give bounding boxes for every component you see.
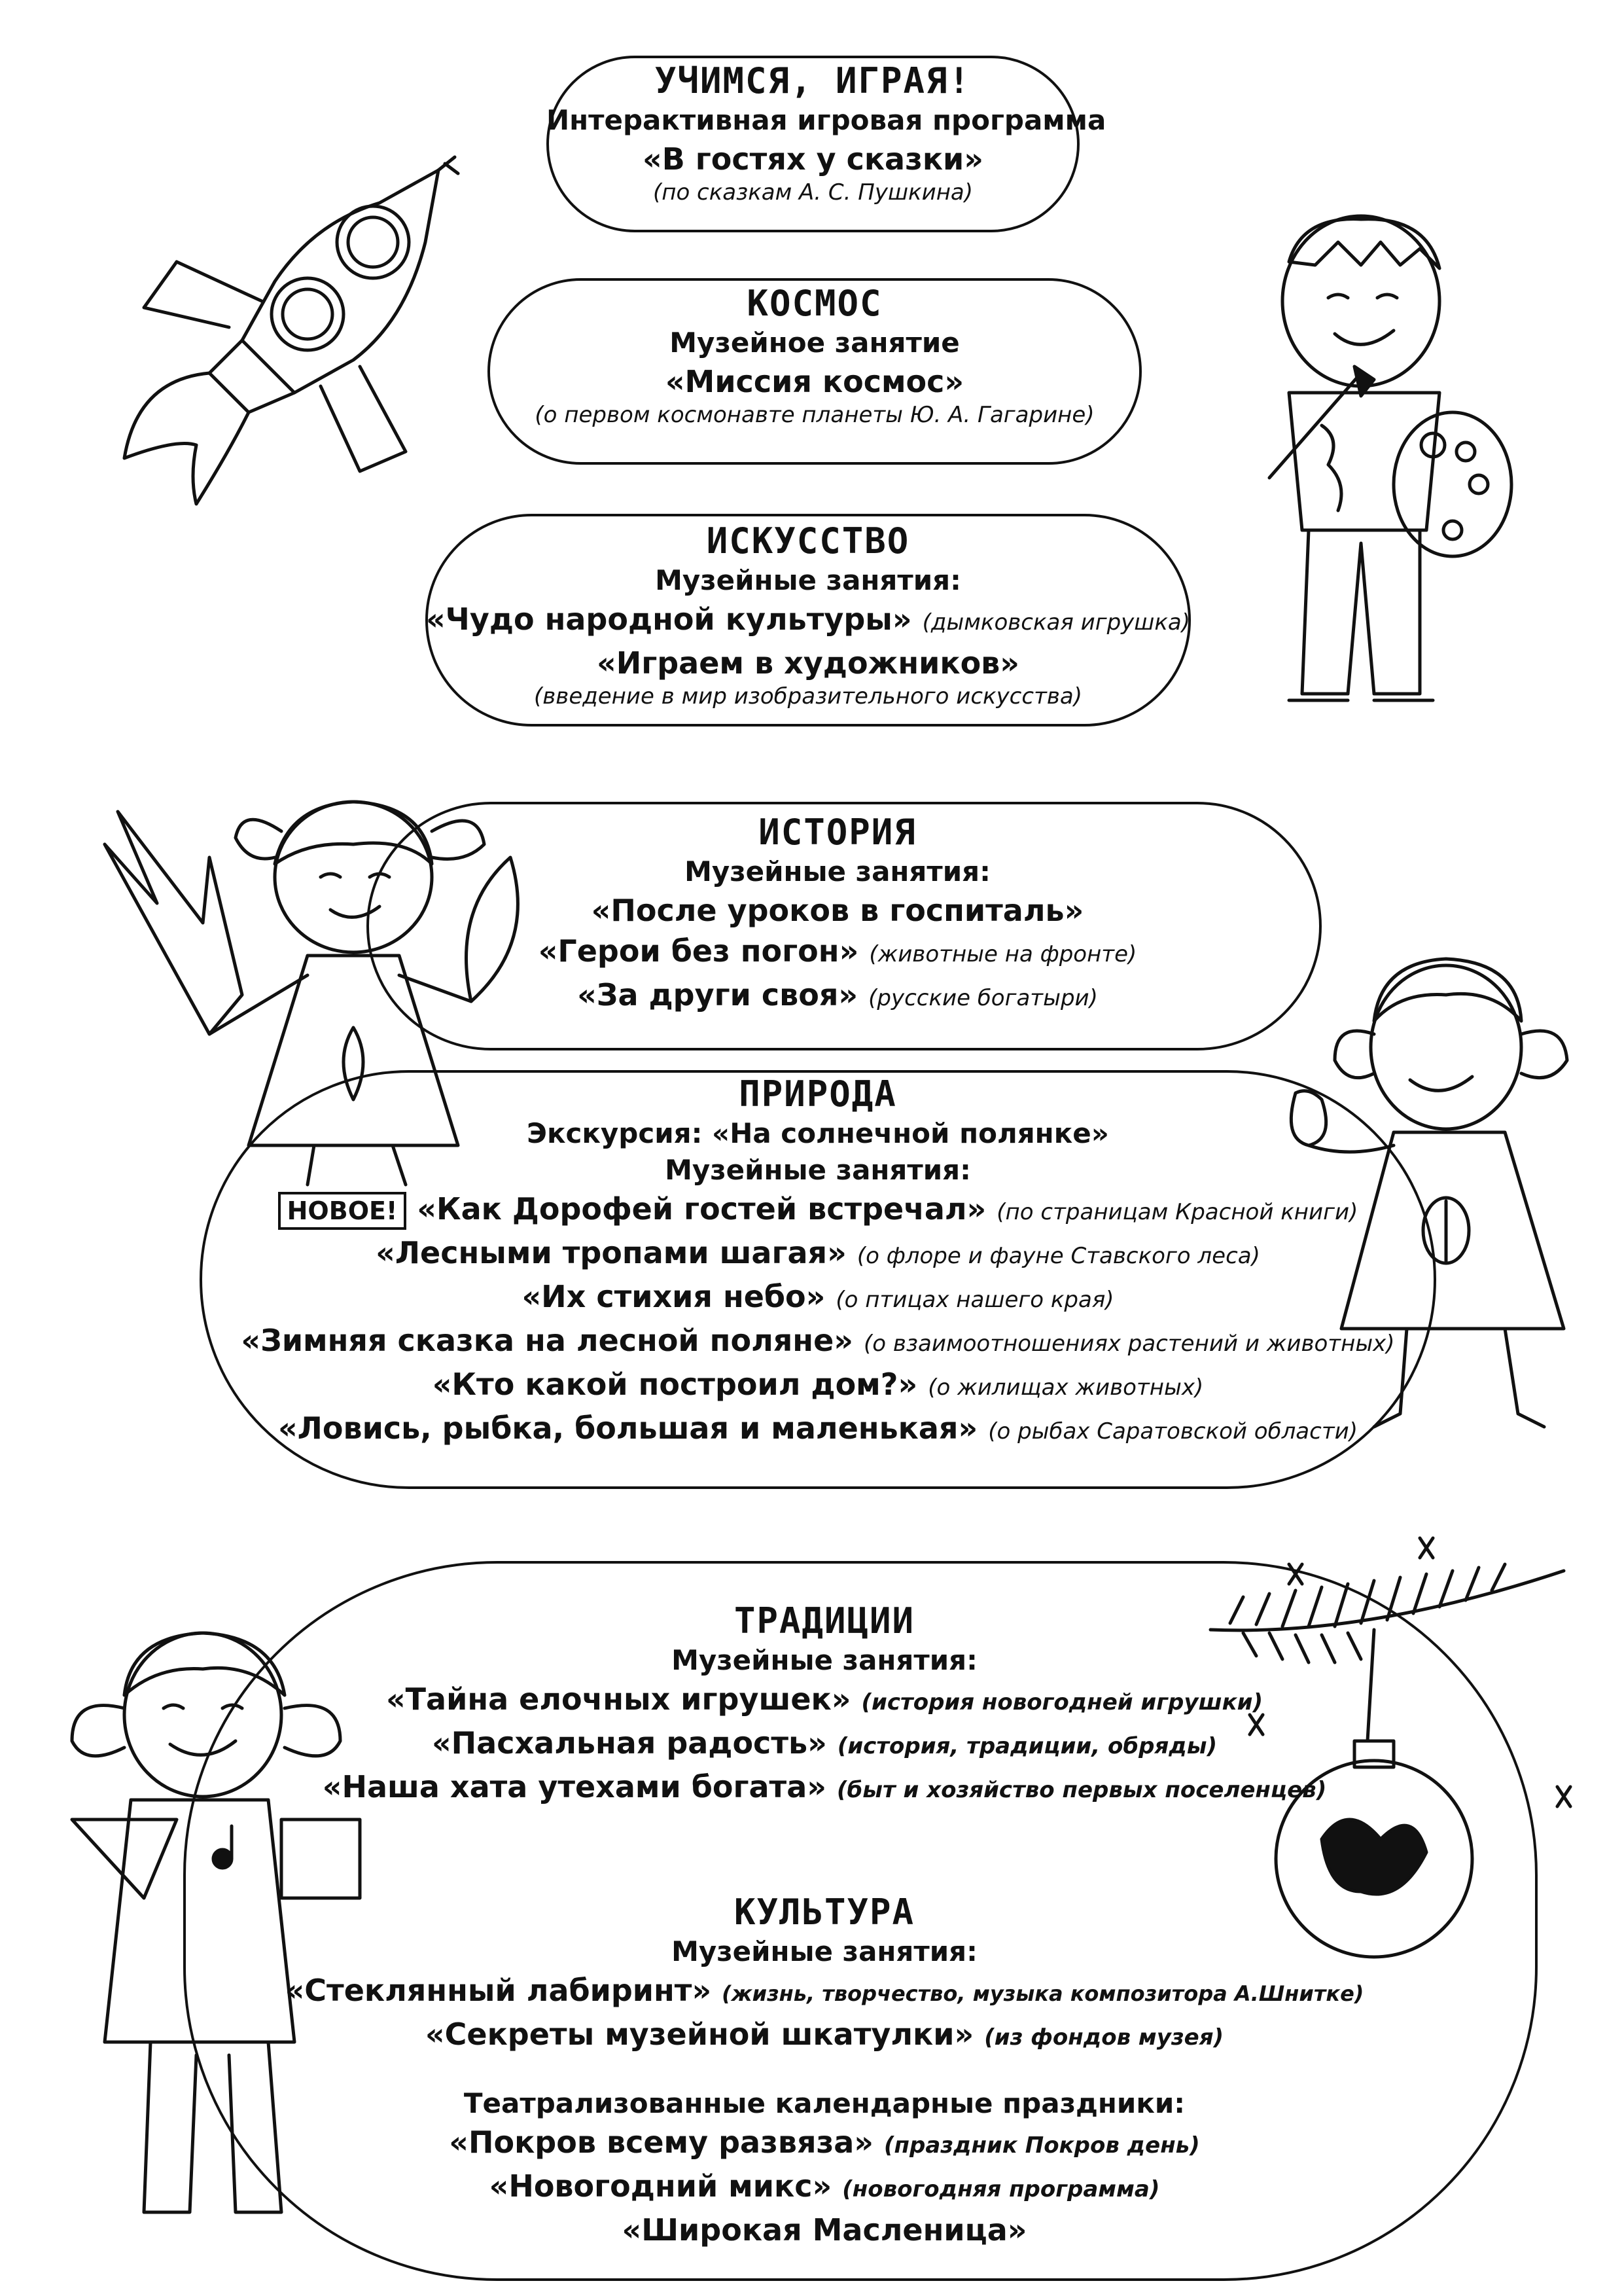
program-item bbox=[216, 1408, 1420, 1452]
program-title: «За други своя» bbox=[577, 977, 858, 1013]
program-item bbox=[216, 1364, 1420, 1408]
theatre-heading: Театрализованные календарные праздники: bbox=[463, 2087, 1186, 2119]
program-title: «В гостях у сказки» bbox=[642, 141, 983, 177]
program-title: «Герои без погон» bbox=[538, 933, 859, 969]
program-item bbox=[216, 1320, 1420, 1364]
program-title: «Секреты музейной шкатулки» bbox=[425, 2017, 974, 2052]
program-title: «Широкая Масленица» bbox=[622, 2212, 1027, 2248]
section-subtitle: Музейные занятия: bbox=[655, 564, 961, 596]
program-title: «Зимняя сказка на лесной поляне» bbox=[241, 1323, 853, 1358]
section-heading: КОСМОС bbox=[747, 283, 883, 324]
program-title: «Играем в художников» bbox=[597, 645, 1019, 681]
program-item bbox=[275, 2166, 1374, 2210]
program-note: (о рыбах Саратовской области) bbox=[988, 1418, 1358, 1444]
section-subtitle: Музейные занятия: bbox=[671, 1644, 978, 1676]
program-title: «Новогодний микс» bbox=[489, 2168, 832, 2204]
section-heading: ПРИРОДА bbox=[739, 1073, 897, 1115]
section-subtitle: Музейные занятия: bbox=[665, 1154, 971, 1186]
program-note: (история новогодней игрушки) bbox=[861, 1689, 1263, 1715]
program-title: «Тайна елочных игрушек» bbox=[385, 1681, 851, 1717]
section-learning bbox=[546, 60, 1106, 206]
program-title: «Ловись, рыбка, большая и маленькая» bbox=[277, 1410, 978, 1446]
program-note: (история, традиции, обряды) bbox=[837, 1733, 1218, 1759]
section-heading: УЧИМСЯ, ИГРАЯ! bbox=[654, 60, 972, 101]
program-title: «Их стихия небо» bbox=[521, 1279, 826, 1314]
rocket-illustration bbox=[98, 151, 465, 517]
program-note: (из фондов музея) bbox=[984, 2024, 1224, 2051]
section-heading: ИСТОРИЯ bbox=[758, 812, 917, 853]
program-note: (по страницам Красной книги) bbox=[997, 1199, 1358, 1225]
program-title: «После уроков в госпиталь» bbox=[591, 893, 1084, 928]
program-note: (по сказкам А. С. Пушкина) bbox=[652, 179, 974, 206]
program-item bbox=[275, 2122, 1374, 2166]
girl-with-leaves-illustration bbox=[79, 779, 550, 1198]
program-item bbox=[425, 599, 1191, 643]
program-item bbox=[216, 1232, 1420, 1276]
program-note: (о флоре и фауне Ставского леса) bbox=[856, 1243, 1260, 1269]
section-subtitle: Музейные занятия: bbox=[684, 855, 991, 888]
excursion-line: Экскурсия: «На солнечной полянке» bbox=[527, 1117, 1109, 1149]
program-title: «Как Дорофей гостей встречал» bbox=[417, 1191, 987, 1227]
girl-with-music-illustration bbox=[33, 1623, 386, 2251]
section-art bbox=[425, 520, 1191, 709]
program-title: «Кто какой построил дом?» bbox=[432, 1367, 918, 1402]
program-title: «Миссия космос» bbox=[665, 364, 964, 399]
program-note: (праздник Покров день) bbox=[883, 2132, 1200, 2159]
program-title: «Наша хата утехами богата» bbox=[322, 1769, 826, 1804]
program-item bbox=[216, 1276, 1420, 1320]
section-subtitle: Интерактивная игровая программа bbox=[546, 104, 1106, 136]
girl-with-butterfly-illustration bbox=[1269, 942, 1610, 1440]
boy-painter-illustration bbox=[1230, 203, 1518, 726]
new-badge: НОВОЕ! bbox=[278, 1192, 407, 1230]
program-note: (животные на фронте) bbox=[869, 941, 1137, 967]
program-note: (о птицах нашего края) bbox=[836, 1287, 1114, 1313]
program-title: «Пасхальная радость» bbox=[431, 1725, 827, 1761]
program-note: (о жилищах животных) bbox=[928, 1374, 1204, 1401]
program-note: (введение в мир изобразительного искусства) bbox=[533, 683, 1083, 709]
program-item bbox=[425, 643, 1191, 683]
program-note: (дымковская игрушка) bbox=[922, 609, 1191, 636]
program-title: «Чудо народной культуры» bbox=[425, 601, 912, 637]
section-heading: ИСКУССТВО bbox=[706, 520, 910, 562]
program-item bbox=[275, 2014, 1374, 2058]
program-title: «Лесными тропами шагая» bbox=[376, 1235, 847, 1270]
program-note: (новогодняя программа) bbox=[842, 2176, 1160, 2202]
program-note: (о взаимоотношениях растений и животных) bbox=[864, 1331, 1395, 1357]
program-title: «Стеклянный лабиринт» bbox=[285, 1973, 712, 2008]
section-heading: КУЛЬТУРА bbox=[733, 1892, 915, 1933]
section-subtitle: Музейные занятия: bbox=[671, 1935, 978, 1967]
program-note: (жизнь, творчество, музыка композитора А.Шнитке) bbox=[722, 1981, 1364, 2006]
program-title: «Покров всему развяза» bbox=[449, 2125, 874, 2160]
christmas-ornament-illustration bbox=[1204, 1525, 1583, 1983]
program-item bbox=[275, 2210, 1374, 2250]
program-note: (о первом космонавте планеты Ю. А. Гагарине) bbox=[535, 402, 1095, 428]
section-space bbox=[487, 283, 1142, 428]
program-note: (быт и хозяйство первых поселенцев) bbox=[836, 1777, 1327, 1803]
section-subtitle: Музейное занятие bbox=[669, 327, 960, 359]
program-note: (русские богатыри) bbox=[868, 985, 1098, 1011]
section-heading: ТРАДИЦИИ bbox=[733, 1600, 915, 1641]
